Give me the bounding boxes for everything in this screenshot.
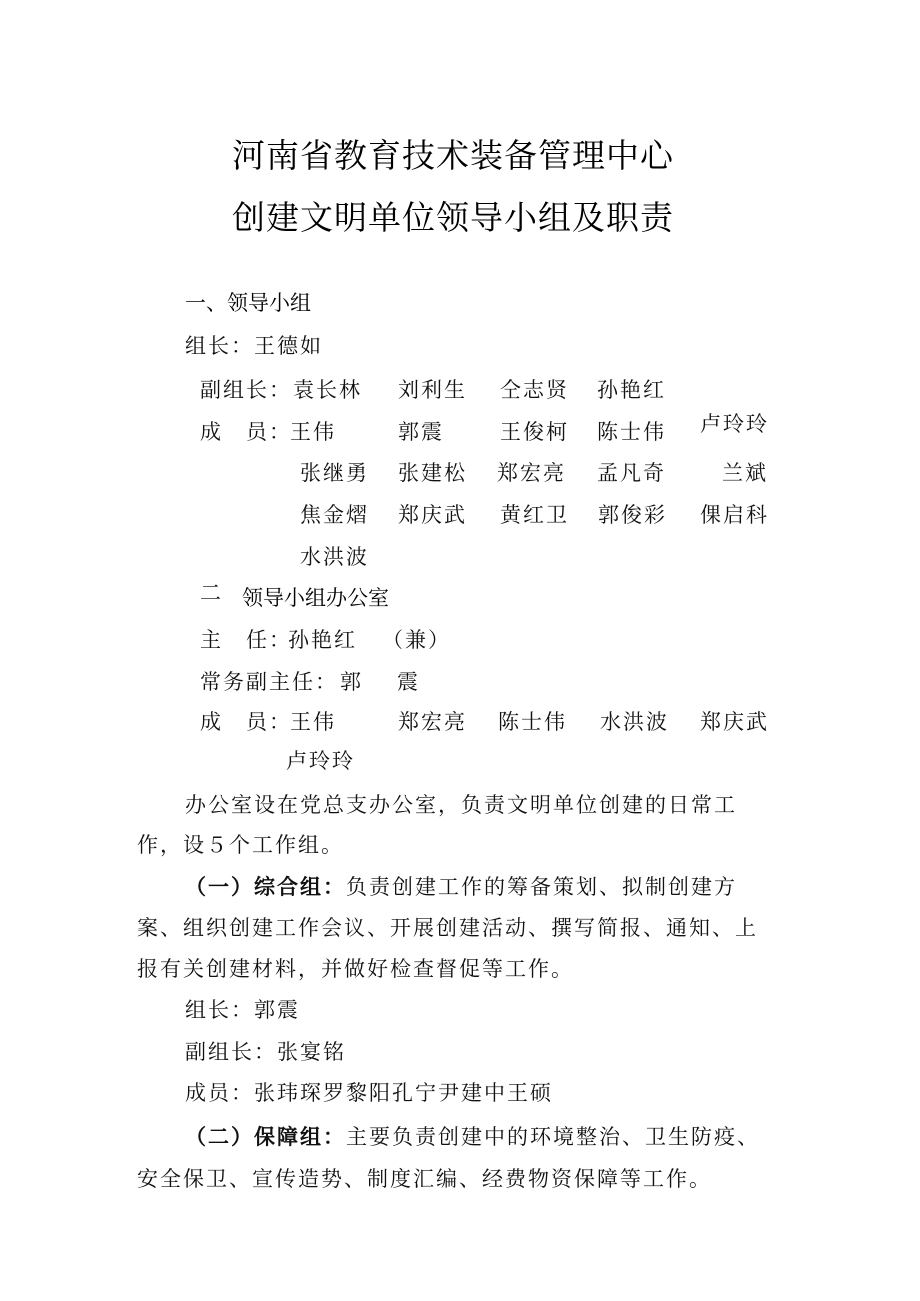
deputy-name: 袁长林 bbox=[293, 378, 362, 402]
section1-heading: 一、领导小组 bbox=[185, 291, 311, 315]
doc-title-line1: 河南省教育技术装备管理中心 bbox=[232, 136, 674, 175]
member-name: 张建松 bbox=[398, 461, 467, 485]
office-member-name: 水洪波 bbox=[600, 710, 669, 734]
group2-paragraph-line: 安全保卫、宣传造势、制度汇编、经费物资保障等工作。 bbox=[137, 1167, 712, 1191]
group1-label: （一）综合组 bbox=[185, 875, 323, 899]
office-member-name: 郑宏亮 bbox=[398, 710, 467, 734]
deputy-label: 副组长： bbox=[200, 378, 292, 402]
office-member-name: 卢玲玲 bbox=[286, 749, 355, 773]
office-members-label: 成 员： bbox=[200, 710, 292, 734]
member-name: 郑庆武 bbox=[398, 503, 467, 527]
exec-deputy-name-part: 郭 bbox=[340, 670, 363, 694]
office-paragraph-line: 作，设５个工作组。 bbox=[137, 833, 344, 857]
member-name: 黄红卫 bbox=[500, 503, 569, 527]
member-name: 兰斌 bbox=[722, 461, 768, 485]
deputy-name: 刘利生 bbox=[398, 378, 467, 402]
member-name: 王俊柯 bbox=[500, 420, 569, 444]
deputy-name: 仝志贤 bbox=[500, 378, 569, 402]
office-member-name: 陈士伟 bbox=[498, 710, 567, 734]
group2-label: （二）保障组： bbox=[185, 1125, 346, 1149]
group-leader-line: 组长：王德如 bbox=[185, 334, 323, 358]
section2-number: 二 bbox=[200, 581, 221, 605]
group2-first-line bbox=[185, 1121, 760, 1151]
group2-text: 主要负责创建中的环境整治、卫生防疫、 bbox=[346, 1125, 760, 1149]
members-label: 成 员： bbox=[200, 420, 292, 444]
member-name: 张继勇 bbox=[300, 461, 369, 485]
member-name: 郭震 bbox=[398, 420, 444, 444]
group1-colon: ： bbox=[323, 875, 346, 899]
exec-deputy-label: 常务副主任： bbox=[200, 670, 338, 694]
deputy-name: 孙艳红 bbox=[597, 378, 666, 402]
group1-leader: 组长：郭震 bbox=[185, 998, 300, 1022]
office-member-name: 王伟 bbox=[290, 710, 336, 734]
member-name: 水洪波 bbox=[300, 545, 369, 569]
director-name: 孙艳红 bbox=[288, 628, 357, 652]
group1-paragraph-line: 案、组织创建工作会议、开展创建活动、撰写简报、通知、上 bbox=[137, 916, 758, 940]
director-label: 主 任： bbox=[200, 628, 292, 652]
member-name: 卢玲玲 bbox=[700, 412, 769, 436]
group1-first-line bbox=[185, 871, 737, 901]
director-note: （兼） bbox=[382, 628, 451, 652]
group1-deputy: 副组长：张宴铭 bbox=[185, 1040, 346, 1064]
member-name: 王伟 bbox=[290, 420, 336, 444]
member-name: 焦金熠 bbox=[300, 503, 369, 527]
group1-paragraph-line: 报有关创建材料，并做好检查督促等工作。 bbox=[137, 957, 574, 981]
member-name: 郑宏亮 bbox=[497, 461, 566, 485]
doc-title-line2: 创建文明单位领导小组及职责 bbox=[232, 198, 674, 237]
member-name: 孟凡奇 bbox=[597, 461, 666, 485]
exec-deputy-name-part: 震 bbox=[397, 670, 420, 694]
office-member-name: 郑庆武 bbox=[700, 710, 769, 734]
member-name: 郭俊彩 bbox=[598, 503, 667, 527]
group1-text: 负责创建工作的筹备策划、拟制创建方 bbox=[346, 875, 737, 899]
section2-heading: 领导小组办公室 bbox=[242, 586, 389, 610]
office-paragraph-line: 办公室设在党总支办公室，负责文明单位创建的日常工 bbox=[185, 793, 737, 817]
group1-members: 成员：张玮琛罗黎阳孔宁尹建中王硕 bbox=[185, 1081, 553, 1105]
member-name: 陈士伟 bbox=[597, 420, 666, 444]
member-name: 倮启科 bbox=[700, 503, 769, 527]
